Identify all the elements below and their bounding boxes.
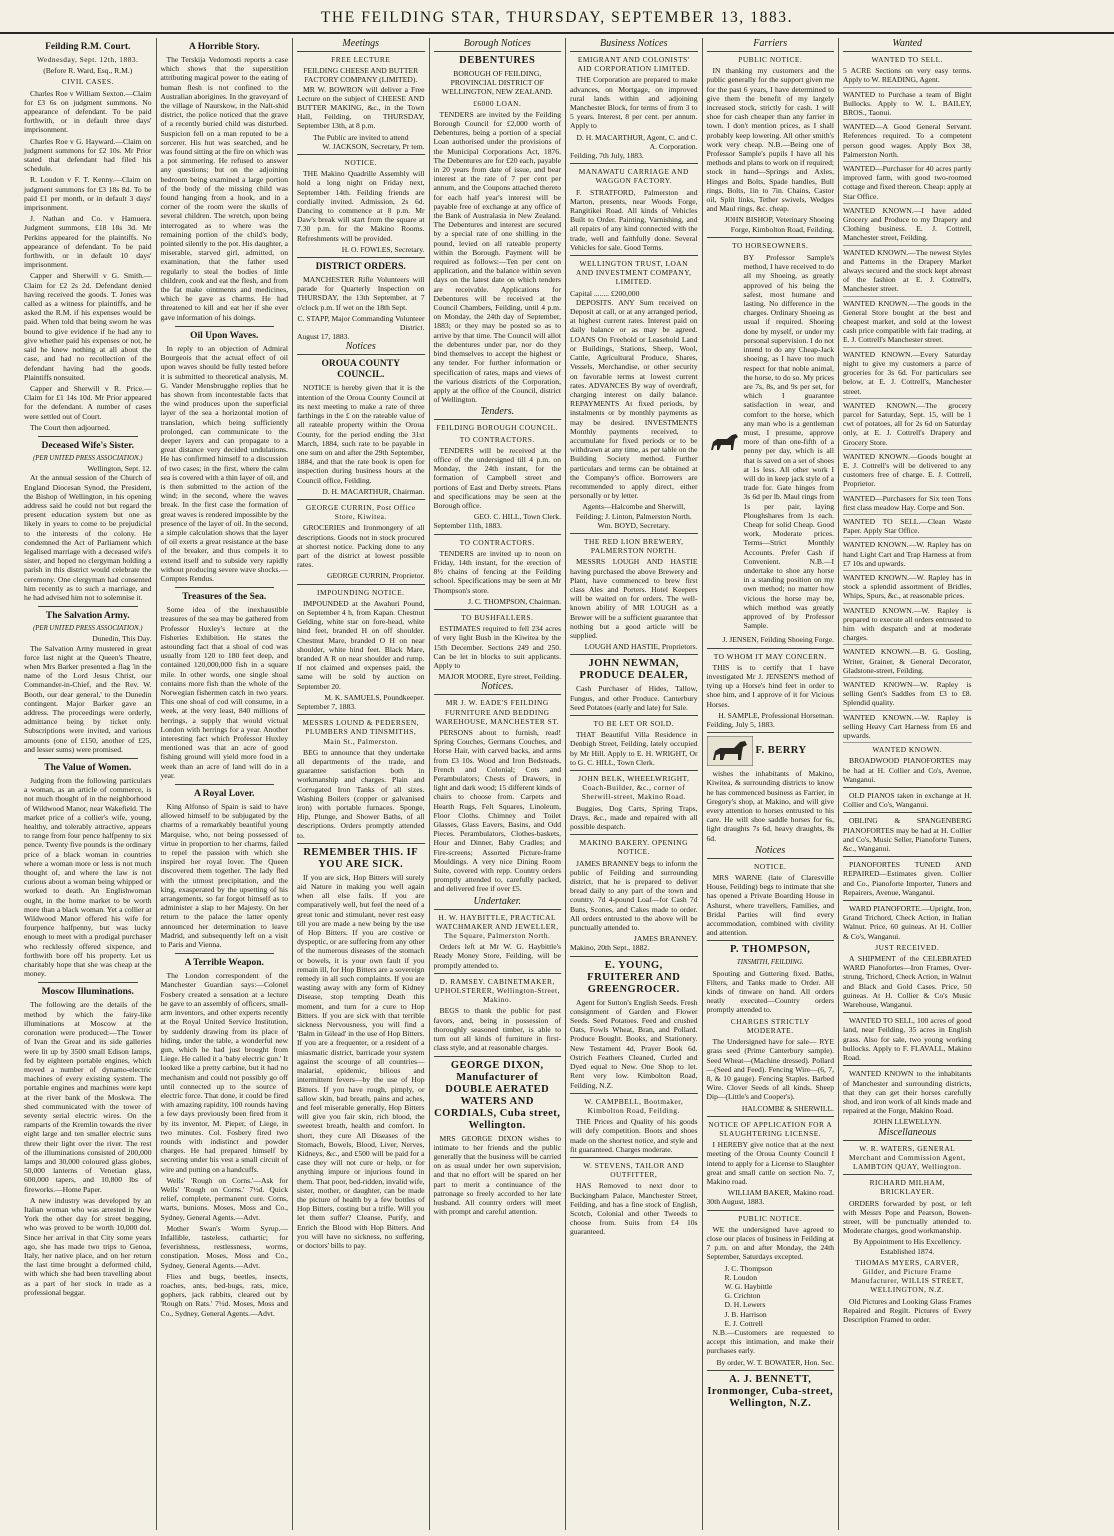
divider — [570, 1157, 698, 1158]
list-item: J. B. Harrison — [724, 1309, 767, 1319]
divider — [38, 606, 138, 607]
paragraph: Spouting and Guttering fixed. Baths, Filters, and Tanks made to Order. All kinds of tinware on hand. All orders neatly executed—Country orders promptly attended to. — [706, 968, 834, 1015]
signature: D. H. MACARTHUR, Chairman. — [322, 486, 425, 496]
column-heading: Borough Notices — [434, 38, 562, 52]
list-item: J. C. Thompson — [724, 1263, 773, 1273]
paragraph: The Court then adjourned. — [30, 422, 111, 432]
signature: H. SAMPLE, Professional Horseman. — [718, 710, 834, 720]
list-item: WANTED KNOWN.—I have added Grocery and Produce to my Drapery and Clothing business. E. J. Cottrell, Manchester street, Feilding. — [843, 206, 972, 246]
list-item: WANTED—A Good General Servant. References required. To a competent person good wages. Apply Box 38, Palmerston North. — [843, 122, 972, 162]
paragraph: THE Corporation are prepared to make advances, on Mortgage, on improved rural lands within and adjoining Manchester Block, for terms of from 3 to 5 years. Interest, 8 per cent. per annum. Apply to — [570, 75, 698, 131]
notice-title: TO CONTRACTORS. — [459, 537, 535, 547]
paragraph: Buggies, Dog Carts, Spring Traps, Drays, &c., made and repaired with all possible despatch. — [570, 803, 698, 832]
notice-title: W. CAMPBELL, Bootmaker, Kimbolton Road, Feilding. — [584, 1096, 684, 1115]
paragraph: MRS GEORGE DIXON wishes to intimate to her friends and the public generally that the business will be carried on as usual under her own supervision, and that no effort will be spared on her part to merit a continuance of the patronage so freely accorded to her late husband. All country orders will meet with prompt and careful attention. — [433, 1133, 561, 1217]
divider — [434, 973, 562, 974]
divider — [570, 1093, 698, 1094]
paragraph: Capper and Sherwill v G. Smith.—Claim for £2 2s 2d. Defendant denied having received the goods. T. Jones was called as a witness for plaintiffs, and he asked the R.M. if his expenses would be paid. When told that being sworn he was bound to give evidence if he had any to give whether paid his expenses or not, he said he knew nothing at all about the case, and had no recollection of the defendant having had the goods. Plaintiffs nonsuited. — [24, 271, 152, 382]
article-heading: The Salvation Army. — [45, 611, 130, 622]
notice-title: JOHN NEWMAN, PRODUCE DEALER, — [579, 658, 688, 682]
divider — [175, 784, 275, 785]
column-heading: Farriers — [707, 38, 835, 52]
paragraph: Orders left at Mr W. G. Haybittle's Ready Money Store, Feilding, will be promptly attended to. — [433, 942, 561, 970]
list-item: WANTED KNOWN.—W. Rapley is prepared to execute all orders entrusted to him with despatch and at moderate charges. — [843, 606, 972, 646]
paragraph: NOTICE is hereby given that it is the intention of the Oroua County Council at its next meeting to make a rate of three farthings in the £ on the rateable value of all rateable property within the Oroua County, for the period ending the 31st March, 1884, such rate to be payable in one sum on and after the 29th September, 1884, and that the rate book is open for inspection during business hours at the Council office, Feilding. — [297, 383, 425, 485]
advertisement: Mother Swan's Worm Syrup.—Infallible, tasteless, cathartic; for feverishness, restlessness, worms, constipation. Moses, Moss and Co., Sydney, General Agents.—Advt. — [160, 1223, 288, 1270]
notice-title: TO BUSHFALLERS. — [461, 612, 534, 622]
agents: Agents—Halcombe and Sherwill, Feilding; J. Linton, Palmerston North. Wm. BOYD, Secretary. — [575, 502, 692, 530]
paragraph: MANCHESTER Rifle Volunteers will parade for Quarterly Inspection on THURSDAY, the 13th September, at 7 o'clock p.m. If wet on the 18th Sept. — [297, 275, 425, 312]
paragraph: Capper and Sherwill v R. Price.—Claim for £1 14s 10d. Mr Prior appeared for the defendant. A number of cases were settled out of Court. — [24, 383, 152, 421]
paragraph: GROCERIES and Ironmongery of all descriptions. Goods not in stock procured at shortest notice. Packing done to any part of the district at lowest possible rates. — [297, 523, 425, 570]
paragraph: I HEREBY give notice that at the next meeting of the Oroua County Council I intend to apply for a License to Slaughter great and small cattle on section No. 7, Makino road. — [706, 1140, 834, 1186]
divider — [175, 326, 275, 327]
divider — [570, 770, 698, 771]
article-heading: A Royal Lover. — [193, 789, 255, 800]
paragraph: Cash Purchaser of Hides, Tallow, Fungus, and other Produce. Canterbury Seed Potatoes (early and late) for Sale. — [570, 684, 698, 712]
paragraph: A new industry was developed by an Italian woman who was arrested in New York the other day for street begging, who was proved to be worth 10,000 dol. Since her arrival in that City some years ago, she has made two trips to Genoa, Italy, her native place, and on her return the last time brought a deformed child, with which she had been travelling about as a part of her stock in trade as a professional beggar. — [24, 1195, 152, 1297]
list-item: WANTED—Purchaser for 40 acres partly improved farm, with good two-roomed cottage and fixed thereon. Cheap: apply at Star Office. — [843, 164, 972, 204]
notice-title: W. R. WATERS, GENERAL Merchant and Commission Agent, LAMBTON QUAY, Wellington. — [849, 1143, 966, 1171]
loan-amount: £6000 LOAN. — [473, 98, 522, 108]
list-item: E. J. Cottrell — [724, 1318, 763, 1328]
list-item: WANTED KNOWN.—The newest Styles and Patterns in the Drapery Market always secured and the stock kept abreast of the fashion at E. J. Cottrell's, Manchester street. — [843, 248, 972, 297]
notice-title: PUBLIC NOTICE. — [738, 55, 803, 64]
divider — [570, 956, 698, 957]
divider — [843, 787, 972, 788]
paragraph: MRS WARNE (late of Claresville House, Feilding) begs to intimate that she has opened a Private Boarding House in Ashurst, where travellers, Families, and Bridal Parties will find every accommodation, combined with civility and attention. — [706, 873, 834, 938]
paragraph: The Undersigned have for sale— RYE grass seed (Prime Canterbury sample). Seed Wheat—(Machine dressed). Pollard—(Seed and Feed). Fencing Wire—(6, 7, 8, & 10 gauge). Fencing Staples. Barbed Wire. Clover Seeds of all kinds. Sheep Dip—(Little's and Cooper's). — [706, 1037, 834, 1102]
notice-title: DEBENTURES — [459, 55, 536, 66]
paragraph: F. STRATFORD, Palmerston and Marton, presents, near Woods Forge, Rangitikei Road. All kinds of Vehicles Built to Order. Painting, Varnishing, and all repairs of any kind connected with the trade, well and faithfully done. Several Vehicles for sale. Good Terms. — [570, 187, 698, 252]
column-heading: Miscellaneous — [843, 1127, 972, 1141]
divider — [707, 1370, 835, 1371]
list-item: 5 ACRE Sections on very easy terms. Apply to W. READING, Agent. — [843, 66, 972, 87]
divider — [843, 812, 972, 813]
paragraph: In reply to an objection of Admiral Bourgeois that the actual effect of oil upon waves should be fully tested before it is submitted to theoretical analysis, M. G. Vander Mensbrugghe replies that he has shown from incontestable facts that the wind produces upon the superficial layer of the sea a horizontal motion of translation, which being sufficiently prolonged, can communicate to the deeper layers and can propagate to a great distance very decided undulations. He has confirmed himself to a discussion of two cases; in the first, where the calm sea is covered with a thin layer of oil, and is then submitted to the action of the wind; in the second, where the waves break. In the first case the formation of great waves is rendered impossible by the presence of the layer of oil. In the second, a simple calculation shows that the layer of oil exerts a great resistance at the base of the breaker, and thus compels it to extend itself and to subside very rapidly without producing severe wave shocks.—Comptes Rendus. — [160, 343, 288, 583]
notice-title: TO HORSEOWNERS. — [732, 240, 809, 250]
notice-subtitle: TINSMITH, FEILDING. — [736, 959, 804, 967]
dateline: Wellington, Sept. 12. — [87, 464, 152, 474]
dateline: Dunedin, This Day. — [92, 634, 152, 644]
paragraph: WE the undersigned have agreed to close our places of business in Feilding at 7 p.m. on and after Monday, the 24th September, Saturdays excepted. — [706, 1224, 834, 1262]
divider — [297, 584, 425, 585]
divider — [707, 732, 835, 733]
names-list — [707, 1264, 835, 1328]
notice-title: RICHARD MILHAM, BRICKLAYER. — [869, 1178, 945, 1197]
notice-title: DISTRICT ORDERS. — [315, 262, 406, 273]
notice-title: NOTICE. — [754, 861, 787, 871]
column-heading: Notices — [707, 845, 835, 859]
notice-subtitle: By Appointment to His Excellency. Established 1874. — [853, 1237, 962, 1256]
signature: LOUGH AND HASTIE, Proprietors. — [584, 642, 698, 652]
paragraph: ORDERS forwarded by post, or left with Messrs Pope and Pearson, Bowen-street, will be punctually attended to. Moderate charges, good workmanship. — [843, 1198, 972, 1236]
paragraph: TENDERS are invited up to noon on Friday, 14th instant, for the erection of 8½ chains of fencing at the Feilding school. Specifications may be seen at Mr Thompson's store. — [433, 548, 561, 595]
horse-illustration — [707, 253, 835, 632]
paragraph: BEGS to thank the public for past favors, and, being in possession of thoroughly seasoned timber, is able to turn out all kinds of furniture in first-class style, and at reasonable charges. — [433, 1006, 561, 1053]
notice-title: GEORGE DIXON, Manufacturer of DOUBLE AERATED WATERS AND CORDIALS, Cuba street, Wellington. — [434, 1059, 561, 1131]
divider — [175, 587, 275, 588]
date: Makino, 20th Sept., 1882. — [570, 943, 650, 953]
paragraph: Old Pictures and Looking Glass Frames Repaired and Regilt. Pictures of Every Description Framed to order. — [843, 1296, 972, 1324]
paragraph: N.B.—Customers are requested to accept this intimation, and make their purchases early. — [706, 1327, 834, 1356]
column-heading: Business Notices — [570, 38, 698, 52]
divider — [297, 714, 425, 715]
paragraph: At the annual session of the Church of England Diocesan Synod, the President, the Bishop of Wellington, in his opening address said he could not but regard the present education system but one as likely in years to come to be prejudicial to the interests of the colony. He condemned the Act of Parliament which legalised marriage with a deceased wife's sister, and hoped no clergyman holding a parish in this district would celebrate the ceremony. One clergyman had consented him recently as to such a marriage, and he had advised him not to solemnise it. — [24, 473, 152, 602]
section-label: CIVIL CASES. — [61, 77, 114, 87]
notice-title: EMIGRANT AND COLONISTS' AID CORPORATION LIMITED. — [577, 55, 691, 74]
notice-title: THE RED LION BREWERY, PALMERSTON NORTH. — [584, 536, 684, 556]
paragraph: DEPOSITS. ANY Sum received on Deposit at call, or at any arranged period, at highest current rates. Interest paid on daily balance or as may be agreed. LOANS On Freehold or Leasehold Land or Buildings, Stations, Sheep, Wool, Cattle, Agricultural Produce, Shares, Vessels, Merchandise, or other security on favorable terms at lowest current rates. ADVANCES By way of overdraft, charging interest on daily balance. REPAYMENTS At fixed periods, by instalments or by monthly payments as may be desired. INVESTMENTS Monthly payments received, to accumulate for fixed periods or to be withdrawn at any time, as per table on the Building Society method. Further particulars and terms can be obtained at the Company's office. Borrowers are recommended to apply direct, either personally or by letter. — [570, 297, 698, 501]
paragraph: OBLING & SPANGENBERG PIANOFORTES may be had at H. Collier and Co's, Music Seller, Pianoforte Tuners, &c., Wanganui. — [843, 816, 972, 854]
notice-title: MAKINO BAKERY. OPENING NOTICE. — [579, 838, 688, 857]
farrier-ad — [707, 736, 835, 766]
paragraph: BY Professor Sample's method, I have received to do all my Shoeing, as greatly approved of his being the safest, most humane and lasting. No difference in the charges. Ordinary Shoeing as usual if required. Shoeing done by myself, or under my personal supervision. I do not intend to do any Cheap-Jack shoeing, as I have too much respect for that noble animal, the horse, to do so. My prices are 7s, 8s, and 9s per set, for which I guarantee satisfaction in wear, and comfort to the horse, which any man who is a gentleman must, I presume, approve more of than one-fifth of a penny per day, which is all that is saved on a set of shoes at 1s less. All other work I will do in keep jack style of a trade for. Gate hinges from 3s 6d per lb. Maul rings from 1s per pair, laying Ploughshares from 1s each. Cheap for solid Cheap. Good work, Moderate prices. Terms—Strict Monthly Accounts. Prefer Cash if Convenient. N.B.—I undertake to shoe any horse in a standing position on my own method; no matter how vicious the horse may be, which method was greatly approved of by Professor Sample. — [743, 253, 834, 631]
paragraph: Charles Roe v G. Hayward.—Claim on judgment summons for £2 10s. Mr Prior stated that defendant had filed his schedule. — [24, 136, 152, 174]
column-heading: Meetings — [297, 38, 425, 52]
list-item: D. H. Lewers — [724, 1300, 766, 1310]
column-heading: Tenders. — [434, 406, 562, 420]
notice-title: H. W. HAYBITTLE, PRACTICAL WATCHMAKER AND JEWELLER, The Square, Palmerston North. — [435, 912, 559, 941]
paragraph: If you are sick, Hop Bitters will surely aid Nature in making you well again when all else fails. If you are comparatively well, but feel the need of a great tonic and stimulant, never rest easy till you are made a new being by the use of Hop Bitters. If you are costive or dyspeptic, or are suffering from any other of the numerous diseases of the stomach or bowels, it is your own fault if you remain ill, for Hop Bitters are a sovereign remedy in all such complaints. If you are wasting away with any form of Kidney Disease, stop tempting Death this moment, and turn for a cure to Hop Bitters. If you are sick with that terrible sickness Nervousness, you will find a 'Balm in Gilead' in the use of Hop Bitters. If you are a frequenter, or a resident of a miasmatic district, barricade your system against the scourge of all countries—malarial, epidemic, bilious and intermittent fevers—by the use of Hop Bitters. If you have rough, pimply, or sallow skin, bad breath, pains and aches, and feel miserable generally, Hop Bitters will give you fair skin, rich blood, the sweetest breath, health and comfort. In short, they cure All Diseases of the Stomach, Bowels, Blood, Liver, Nerves, Kidneys, &c., and £500 will be paid for a case they will not cure or help, or for anything impure or injurious found in them. That poor, bed-ridden, invalid wife, sister, mother, or daughter, can be made the picture of health by a few bottles of Hop Bitters, costing but a trifle. Will you let them suffer? Cleanse, Purify, and Enrich the Blood with Hop Bitters. And you will have no sickness, no suffering, or doctors' bills to pay. — [297, 872, 425, 1250]
article-date: Wednesday, Sept. 12th, 1883. — [37, 55, 139, 64]
list-item: WANTED to Purchase a team of Bight Bullocks. Apply to W. L. BAILEY, BROS., Taonui. — [843, 90, 972, 121]
date: Feilding, 7th July, 1883. — [570, 151, 644, 161]
paragraph: WANTED KNOWN to the inhabitants of Manchester and surrounding districts, that they can get their horses carefully shod, and iron work of all kinds made and repaired at the Forge, Makino Road. — [843, 1069, 972, 1116]
notice-subtitle: TO CONTRACTORS. — [459, 434, 535, 444]
paragraph: THE Makino Quadrille Assembly will hold a long night on Friday next, September 14th. Feilding friends are cordially invited. Admission, 2s 6d. Dancing to commence at 8 p.m. Mr Daw's break will start from the square at 7.30 p.m. for the Makino Rooms. Refreshments will be provided. — [297, 169, 425, 243]
paragraph: OLD PIANOS taken in exchange at H. Collier and Co's, Wanganui. — [843, 791, 972, 810]
signature: J. C. THOMPSON, Chairman. — [468, 596, 561, 606]
notice-title: E. YOUNG, FRUITERER AND GREENGROCER. — [587, 959, 681, 995]
column-4 — [430, 38, 567, 1530]
signature: JOHN BISHOP, Veterinary Shoeing Forge, Kimbolton Road, Feilding. — [724, 215, 834, 234]
list-item: WANTED KNOWN.—W. Rapley is selling Heavy Cart Harness from £6 and upwards. — [843, 713, 972, 744]
notice-title: NOTICE. — [344, 158, 377, 168]
list-item: WANTED TO SELL.—Clean Waste Paper. Apply Star Office. — [843, 517, 972, 538]
divider — [570, 533, 698, 534]
notice-title: MR J. W. EADE'S FEILDING FURNITURE AND BEDDING WAREHOUSE, MANCHESTER ST. — [435, 698, 560, 726]
list-item: WANTED KNOWN.—Every Saturday night to give my customers a parce of groceries for 3s 6d. For particulars see below, at E. J. Cottrell's, Manchester street. — [843, 350, 972, 399]
columns — [20, 38, 1112, 1530]
article-heading: Deceased Wife's Sister. — [41, 440, 134, 451]
paragraph: MESSRS LOUGH AND HASTIE having purchased the above Brewery and Plant, have commenced to brew first class Ales and Porters. Hotel Keepers will be waited on for orders. The well-known ability of MR LOUGH as a Brewer will be a sufficient guarantee that nothing but a good article will be supplied. — [570, 557, 698, 640]
divider — [297, 257, 425, 258]
paragraph: The Terskija Vedomosti reports a case which shows that the superstition attributing magical power to the eating of human flesh is not confined to the Australian aborigines. In the graveyard of the village of Naurskow, in the Nalt-shid district, the police noticed that the grave of a recently buried child was disturbed. Suspicion fell on a man reputed to be a sorcerer. His hut was searched, and he was found sitting at the fire on which was a pot simmering. He refused to answer any questions; but on the adjoining bedroom being examined a large portion of the body of the missing child was found hanging from a hook, and in a corner of the room were the skulls of several children. The wretch, upon being interrogated as to where was the remaining portion of the child's body, pointed silently to the pot. His daughter, a miserable, starved girl, admitted, on examination, that the father used regularly to steal the bodies of little children, cook and eat the flesh, and from the fat make ointments and medicines, which he gave as charms. He had threatened to kill and eat her if she ever gave information of his doings. — [160, 55, 288, 322]
list-item: G. Crichton — [724, 1291, 761, 1301]
divider — [707, 237, 835, 238]
signature: By order, W. T. BOWATER, Hon. Sec. — [716, 1357, 834, 1367]
signature: MAJOR MOORE, Eyre street, Feilding. — [438, 672, 561, 682]
paragraph: Judging from the following particulars a woman, as an article of commerce, is not much thought of in the neighborhood of Wildwood Manor, near Wakefield. The market price of a collier's wife, young, healthy, and tolerably attractive, appears to range from four pence halfpenny to six pence. Twenty five pounds is the ordinary price of a black woman in countries where a woman more or less is not much thought of, and where the law is not curious about a woman being whipped or worked to death. An Englishwoman ought, in the home market to be worth more than a black woman. Yet a collier at Wildwood Manor offered his wife for fourpence halfpenny, but was lucky enough to meet with a prodigal purchaser who recklessly offered sixpence, and forthwith bore off his property. Let us charitably hope that she was cheap at the money. — [24, 776, 152, 979]
notice-title: W. STEVENS, TAILOR AND OUTFITTER, — [583, 1160, 685, 1180]
article-byline: (Before R. Ward, Esq., R.M.) — [43, 66, 133, 76]
notice-title: A. J. BENNETT, Ironmonger, Cuba-street, Wellington, N.Z. — [707, 1373, 834, 1409]
press-credit: (PER UNITED PRESS ASSOCIATION.) — [33, 454, 143, 462]
list-item: WANTED KNOWN.—The grocery parcel for Saturday, Sept. 15, will be 1 cwt of potatoes, all for 2s 6d on Saturday only, at E. J. Cottrell's Drapery and Grocery Store. — [843, 401, 972, 450]
column-heading: Undertaker. — [434, 896, 562, 910]
notice-title: FEILDING BOROUGH COUNCIL. — [436, 423, 558, 433]
article-heading: Oil Upon Waves. — [190, 330, 259, 341]
article-heading: A Horrible Story. — [189, 42, 260, 52]
divider — [843, 1174, 972, 1175]
article-heading: Moscow Illuminations. — [41, 987, 134, 998]
notice-title: CHARGES STRICTLY MODERATE. — [730, 1016, 810, 1035]
divider — [570, 715, 698, 716]
column-6 — [703, 38, 840, 1530]
list-item: WANTED KNOWN.—W. Rapley has in stock a splendid assortment of Bridles, Whips, Spurs, &c., at reasonable prices. — [843, 573, 972, 604]
paragraph: THE Prices and Quality of his goods will defy competition. Boots and shoes made on the shortest notice, and style and fit guaranteed. Charges moderate. — [570, 1117, 698, 1154]
divider — [843, 1065, 972, 1066]
signature: C. STAPP, Major Commanding Volunteer District. — [297, 313, 425, 333]
notice-title: D. RAMSEY. CABINETMAKER, UPHOLSTERER, Wellington-Street, Makino. — [434, 976, 560, 1005]
signature: GEO. C. HILL, Town Clerk. — [473, 512, 561, 522]
notice-title: FREE LECTURE — [331, 55, 391, 64]
divider — [434, 534, 562, 535]
date: August 17, 1883. — [297, 332, 350, 342]
paragraph: PERSONS about to furnish, read! Spring Couches, Germans Couches, and Horse Hair, with carved backs, and arms from £3 10s. Wood and Iron Bedsteads, French and Colonial; Cots and Perambulators; Chests of Drawers, in light and dark wood; 15 different kinds of chairs to choose from. Carpets and Hearth Rugs, Felt Squares, Linoleum, Floor Cloths. Chimney and Toilet Glasses, Glass Eavers, Basins, and Odd Pieces. Perambulators, Clothes-baskets, Hour and Dinner, Baby Cradles; and Fire-screens; Assorted Picture-frame Mouldings. A very nice Dining Room Suite, covered with repp. Country orders promptly attended to, carefully packed, and delivered free if over £5. — [433, 728, 561, 894]
advertisement: Wells' 'Rough on Corns.'—Ask for Wells' 'Rough on Corns.' 7½d. Quick relief, complete, permanent cure. Corns, warts, bunions. Moses, Moss and Co., Sydney, General Agents.—Advt. — [160, 1175, 288, 1222]
paragraph: WANTED TO SELL, 100 acres of good land, near Feilding, 35 acres in English grass. Also for sale, two young working bullocks. Apply to F. FLAVALL, Makino Road. — [843, 1016, 972, 1063]
list-item: R. Loudon — [724, 1272, 757, 1282]
list-item: WANTED—Purchasers for Six teen Tons first class meadow Hay. Corpe and Son. — [843, 494, 972, 515]
signature: JAMES BRANNEY. — [633, 934, 698, 944]
column-1 — [20, 38, 157, 1530]
column-7 — [839, 38, 976, 1530]
signature: WILLIAM BAKER, Makino road. — [727, 1188, 834, 1198]
wanted-list — [843, 66, 972, 743]
divider — [38, 758, 138, 759]
paragraph: Agent for Sutton's English Seeds. Fresh consignment of Garden and Flower Seeds. Seed Potatoes. Feed and crushed Oats, Fowls Wheat, Bran, and Pollard. Produce Bought. Books, and Stationery. New Testament 4d, Prayer Book 6d. Ostrich Feathers Cleaned, Curled and Dyed equal to New. One Shop to let. Rent very low. Kimbolton Road, Feilding, N.Z. — [570, 997, 698, 1090]
paragraph: J. Nathan and Co. v Hamuera. Judgment summons, £18 18s 3d. Mr Perkins appeared for the plaintiffs. No appearance of defendant. To be paid forthwith, or in default 10 days' imprisonment. — [24, 214, 152, 270]
paragraph: The following are the details of the method by which the fairy-like illuminations at Moscow at the coronation were produced:—The Tower of Ivan the Great and its side galleries were lit up by 3500 small Edison lamps, fed by eighteen portable engines, which moved a number of dynamo-electric machines of every existing system. The portable engines and machines were kept at the river bank of the Moskwa. The shed communicated with the tower of seventy serial electric wires. On the ramparts of the Kremlin towards the river eight large and ten smaller electric suns threw their light over the river. The rest of the illuminations consisted of 200,000 lamps and 30,000 coloured glass globes, 50,000 lanterns of Venetian glass, 600,000 tapers, and 10,800 lbs of fireworks.—Home Paper. — [24, 1000, 152, 1194]
paragraph: wishes the inhabitants of Makino, Kiwitea, & surrounding districts to know he has commenced business as Farrier, in Gregory's shop, at Makino, and will give every attention to horses entrusted to his care. He will shoe saddle horses for 6s, light draughts 7s 6d, heavy draughts, 8s 6d. — [706, 769, 834, 843]
notice-title: P. THOMPSON, — [730, 944, 811, 956]
paragraph: The Public are invited to attend — [312, 132, 409, 142]
paragraph: The London correspondent of the Manchester Guardian says:—Colonel Fosbery created a sensation at a lecture he gave to an assembly of officers, small-arm inventors, and other experts recently at the Royal United Service Institution, by suddenly drawing from its place of hiding, under the table, a wonderful new gun, which he had just brought from Liege. He called it a 'baby electric gun.' It looked like a pretty carbine, but it had no mechanism and could not possibly go off until connected up to the source of electric force. That done, it could be fired with amazing rapidity, 100 rounds having a few days previously been fired from it by its inventor, M. Pieper, of Liege, in two minutes. Col. Fosbery fired two rounds with indistinct and powder charges. He had prepared himself by secreting under his vest a small circuit of wire and putting on a handcuffs. — [160, 971, 288, 1174]
notice-title: REMEMBER THIS. IF YOU ARE SICK. — [303, 846, 419, 870]
signature: H. O. FOWLES, Secretary. — [341, 244, 425, 254]
divider — [297, 154, 425, 155]
signature: D. H. MACARTHUR, Agent, C. and C. A. Corporation. — [576, 132, 698, 151]
paragraph: PIANOFORTES TUNED AND REPAIRED—Estimates given. Collier and Co., Pianoforte Importer, Tuners and Repairers, Avenue, Wanganui. — [843, 860, 972, 897]
paragraph: King Alfonso of Spain is said to have allowed himself to be subjugated by the charms of a remarkably beautiful young Marquise, who, not being possessed of virtue in proportion to her charms, failed to repel the passion with which she inspired her royal lover. The Queen discovered them together. The lady fled with the utmost precipitation, and the king, exasperated by the upsetting of his arrangements, so far forgot himself as to administer a slap to her Majesty. On her return to the palace the latter openly announced her determination to leave Madrid, and subsequently left on a visit to Paris and Vienna. — [160, 802, 288, 950]
newspaper-title: THE FEILDING STAR, THURSDAY, SEPTEMBER 13, 1883. — [320, 9, 794, 26]
signature: J. JENSEN, Feilding Shoeing Forge. — [722, 635, 834, 645]
date: Feilding, July 5, 1883. — [706, 720, 775, 730]
farrier-ad-body — [756, 743, 807, 759]
paragraph: R. Loudon v F. T. Kenny.—Claim on judgment summons for £3 18s 8d. To be paid £1 per month, or in default 3 days' imprisonment. — [24, 175, 152, 213]
signature: JOHN LLEWELLYN. — [873, 1117, 942, 1127]
notice-subtitle: BOROUGH OF FEILDING, PROVINCIAL DISTRICT OF WELLINGTON, NEW ZEALAND. — [441, 69, 553, 97]
paragraph: A SHIPMENT of the CELEBRATED WARD Pianofortes—Iron Frames, Over-strung, Trichord, Check Action, in Walnut and Black and Gold Cases. Price, 50 guineas. At H. Collier & Co's Music Warehouse, Wanganui. — [843, 954, 972, 1010]
notice-title: TO WHOM IT MAY CONCERN. — [713, 651, 827, 661]
list-item: W. G. Haybittle — [724, 1281, 773, 1291]
signature: HALCOMBE & SHERWILL. — [741, 1103, 834, 1113]
divider — [570, 834, 698, 835]
notice-title: THOMAS MYERS, CARVER, Gilder, and Picture Frame Manufacturer, WILLIS STREET, WELLINGTON, N.Z. — [850, 1257, 964, 1295]
divider — [570, 654, 698, 655]
notice-title: NOTICE OF APPLICATION FOR A SLAUGHTERING LICENSE. — [708, 1119, 833, 1138]
paragraph: THAT Beautiful Villa Residence in Denbigh Street, Feilding, lately occupied by Mr Hill. Apply to E. H. WRIGHT, Or to G. C. HILL, Town Clerk. — [570, 730, 698, 767]
notice-title: GEORGE CURRIN, Post Office Store, Kiwitea. — [305, 502, 416, 522]
divider — [175, 953, 275, 954]
signature: M. K. SAMUELS, Poundkeeper. — [324, 692, 425, 702]
notice-title: MESSRS LOUND & PEDERSEN, PLUMBERS AND TINSMITHS, Main St., Palmerston. — [302, 718, 420, 746]
notice-title: TO BE LET OR SOLD. — [593, 719, 674, 728]
list-item: WANTED KNOWN—W. Rapley is selling Gent's Saddles from £3 to £8. Splendid quality. — [843, 680, 972, 711]
divider — [570, 255, 698, 256]
divider — [843, 900, 972, 901]
divider — [38, 436, 138, 437]
paragraph: THIS is to certify that I have investigated Mr J. JENSEN'S method of tying up a Horse's hind feet in order to shoe him, and I approve of it for Vicious Horses. — [706, 662, 834, 709]
column-3 — [293, 38, 430, 1530]
article-heading: Feilding R.M. Court. — [45, 42, 131, 52]
notice-title: OROUA COUNTY COUNCIL. — [321, 359, 400, 381]
column-2 — [157, 38, 294, 1530]
date: September 11th, 1883. — [433, 521, 502, 531]
list-item: WANTED KNOWN.—The goods in the General Store bought at the best and cheapest market, and sold at the lowest cash price compatible with fair trading, at E. J. Cottrell's Manchester street. — [843, 299, 972, 348]
divider — [843, 1012, 972, 1013]
column-heading: Notices — [297, 341, 425, 355]
paragraph: MR W. BOWRON will deliver a Free Lecture on the subject of CHEESE AND BUTTER MAKING, &c., in the Town Hall, Feilding, on THURSDAY, September 13th, at 8 p.m. — [297, 84, 425, 131]
paragraph: HAS Removed to next door to Buckingham Palace, Manchester Street, Feilding, and has a fine stock of English, Scotch, Colonial and other Tweeds to choose from. Suits from £4 10s guaranteed. — [570, 1181, 698, 1237]
advertisement: Flies and bugs, beetles, insects, roaches, ants, bed-bugs, rats, mice, gophers, jack rabbits, cleared out by 'Rough on Rats.' 7½d. Moses, Moss and Co., Sydney, General Agents.—Advt. — [160, 1271, 288, 1318]
capital-amount: Capital ........ £200,000 — [570, 288, 640, 298]
article-heading: A Terrible Weapon. — [184, 958, 264, 969]
date: 30th August, 1883. — [706, 1197, 765, 1207]
notice-title: JOHN BELK, WHEELWRIGHT, Coach-Builder, &c., corner of Sherwill-street, Makino Road. — [578, 774, 690, 802]
divider — [707, 1210, 835, 1211]
notice-title: MANAWATU CARRIAGE AND WAGGON FACTORY. — [578, 167, 689, 186]
notice-title: F. BERRY — [755, 745, 807, 757]
divider — [297, 843, 425, 844]
horse-icon — [707, 430, 741, 456]
notice-title: WELLINGTON TRUST, LOAN AND INVESTMENT COMPANY, LIMITED. — [576, 259, 692, 287]
paragraph: ESTIMATES required to fell 234 acres of very light Bush in the Kiwitea by the 15th December. Sections 249 and 250. Can be let in blocks to suit applicants. Apply to — [433, 624, 561, 670]
paragraph: TENDERS will be received at the office of the undersigned till 4 p.m. on Monday, the 24th instant, for the formation of Campbell street and portions of East and Derby streets. Plans and specifications may be seen at the Borough office. — [433, 445, 561, 510]
paragraph: WARD PIANOFORTE.—Upright, Iron, Grand Trichord, Check Action, in Italian Walnut. Price, 60 guineas. At H. Collier & Co's, Wanganui. — [843, 904, 972, 941]
paragraph: Some idea of the inexhaustible treasures of the sea may be gathered from Professor Huxley's lecture at the Fisheries Exhibition. He states the astounding fact that a shoal of cod was usually from 120 to 180 feet deep, and contained 120,000,000 fish in a square mile. In other words, one single shoal contains more fish than the whole of the Norwegian fishermen catch in two years. This one shoal of cod will consume, in a week, at the very least, 840 millions of herrings, a supply that would victual London with herrings for a year. Another interesting fact which Professor Huxley mentioned was that an acre of good fishing ground will yield more food in a week than an acre of land will do in a year. — [160, 605, 288, 780]
date: September 7, 1883. — [297, 701, 357, 711]
paragraph: JAMES BRANNEY begs to inform the public of Feilding and surrounding district, that he is prepared to deliver bread daily to any part of the town and country. 7d 4-pound Loaf—for Cash 7d Buns, Scones, and Cakes made to order. All orders entrusted to the above will be punctually attended to. — [570, 858, 698, 933]
paragraph: Charles Roe v William Sexton.—Claim for £3 6s on judgment summons. No appearance of defendant. To be paid forthwith, or in default three days' imprisonment. — [24, 88, 152, 135]
notice-title: JUST RECEIVED. — [875, 942, 940, 952]
signature: W. JACKSON, Secretary, Pr tem. — [322, 141, 425, 151]
paragraph: The Salvation Army mustered in great force last night at the Queen's Theatre, when Mrs Barker presented a flag 'in the name of the Lord Jesus Christ, our Commander-in-Chief, and the Rev. W. Booth, our dear general,' to the Dunedin contingent. Major Barker gave an address. The proceedings were orderly, admittance being by ticket only. Subscriptions were invited, and various amounts (one of £150, another of £25, and lesser sums) were promised. — [24, 643, 152, 754]
divider — [570, 163, 698, 164]
notice-title: PUBLIC NOTICE. — [738, 1213, 803, 1223]
column-5 — [566, 38, 703, 1530]
divider — [707, 648, 835, 649]
paragraph: TENDERS are invited by the Feilding Borough Council for £2,000 worth of Debentures, being a portion of a special Loan authorised under the provisions of the Municipal Corporations Act, 1876. The Debentures are for £20 each, payable in 20 years from date of issue, and bear interest at the rate of 7 per cent per annum, and the Coupons attached thereto for each half year's interest will be payable free of exchange at any office of the Bank of Australasia in New Zealand. The Debentures and interest are secured by a special rate of one shilling in the pound, levied on all rateable property within the Borough. Payment will be required as follows:—Ten per cent on application, and the balance within seven days on the latest date on which tenders are receivable. Applications for Debentures will be received at the Council Chambers, Feilding, until 4 p.m. on Monday, the 24th day of September, 1883; or they may be posted so as to arrive by that time. The Council will allot the debentures under par, nor do they bind themselves to accept the highest or any tender. For further information or specification of rates, maps and views of the various districts of the Corporation, apply at the office of the Council, district of Wellington. — [433, 109, 561, 405]
masthead — [0, 0, 1114, 34]
list-item: WANTED KNOWN.—Goods bought at E. J. Cottrell's will be delivered to any customers free of charge. E. J. Cottrell, Proprietor. — [843, 452, 972, 492]
notice-title: WANTED KNOWN. — [872, 745, 943, 755]
paragraph: IN thanking my customers and the public generally for the support given me for the past 6 years, I have determined to give them the benefit of my largely increased stock, strictly for cash. I will shoe for cash cheaper than any farrier in town. I don't mention prices, as I shall probably keep lowering. All other smith's work very cheap. N.B.—Being one of Professor Sample's pupils I have all his methods and plans to work on if required; stock in hand—Springs and Axles, Hinges and Bolts, Spade handles, Bull rings, Bolts, 1in to 7in. Chains, Castor oil, Split links, Tether swivels, Wedges and Maul rings, &c. cheap. — [706, 66, 834, 214]
divider — [38, 982, 138, 983]
paragraph: BROADWOOD PIANOFORTES may be had at H. Collier and Co's, Avenue, Wanganui. — [843, 756, 972, 784]
divider — [707, 940, 835, 941]
press-credit: (PER UNITED PRESS ASSOCIATION.) — [33, 625, 143, 633]
column-heading: Notices. — [434, 681, 562, 695]
column-heading: Wanted — [843, 38, 972, 52]
paragraph: BEG to announce that they undertake all departments of the trade, and guarantee satisfaction both in workmanship and charges. Plain and Corrugated Iron Tanks of all sizes. Washing Boilers (copper or galvanised iron) with portable furnaces. Sponge, Hip, Plunge, and Shower Baths, of all descriptions. Orders promptly attended to. — [297, 747, 425, 840]
divider — [297, 499, 425, 500]
horse-icon — [707, 736, 753, 766]
divider — [434, 1056, 562, 1057]
notice-title: IMPOUNDING NOTICE. — [317, 587, 405, 597]
list-item: WANTED KNOWN.—W. Rapley has on hand Light Cart and Trap Harness at from £7 10s and upwards. — [843, 540, 972, 571]
article-heading: The Value of Women. — [44, 763, 132, 774]
divider — [707, 1116, 835, 1117]
signature: GEORGE CURRIN, Proprietor. — [327, 571, 425, 581]
notice-subtitle: FEILDING CHEESE AND BUTTER FACTORY COMPANY (LIMITED). — [303, 66, 419, 85]
article-heading: Treasures of the Sea. — [182, 592, 267, 603]
paragraph: IMPOUNDED at the Awahuri Pound, on September 4 h, from Kapan. Chestnut Gelding, white star on fore-head, white hind feet, branded H on off shoulder. Chestnut Mare, branded O H on near shoulder, white hind feet. Black Mare, branded A R on near shoulder and rump. If not claimed and expenses paid, the same will be sold by auction on September 20. — [297, 598, 425, 691]
list-item: WANTED KNOWN.—B. G. Gosling, Writer, Grainer, & General Decorator, Gladstone-street, Feilding. — [843, 647, 972, 678]
notice-title: WANTED TO SELL. — [871, 55, 943, 64]
divider — [434, 609, 562, 610]
divider — [843, 856, 972, 857]
